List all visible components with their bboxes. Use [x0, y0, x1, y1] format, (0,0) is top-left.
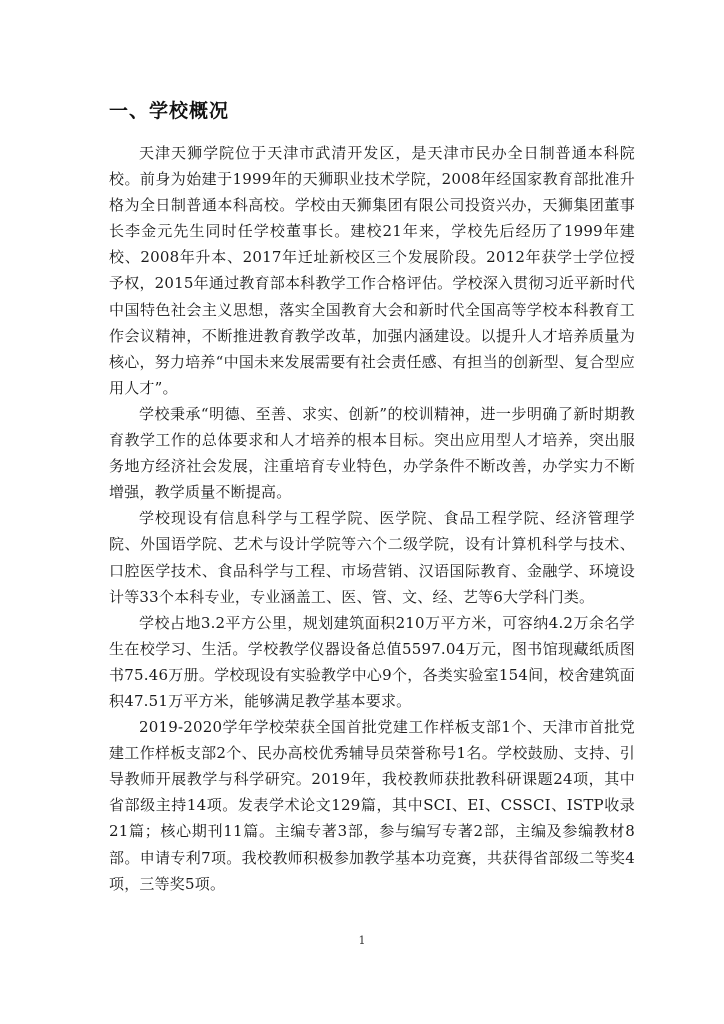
- document-body: [109, 140, 635, 897]
- section-heading: 一、学校概况: [109, 100, 230, 122]
- page-number: 1: [358, 934, 366, 947]
- paragraph-overview: 天津天狮学院位于天津市武清开发区，是天津市民办全日制普通本科院校。前身为始建于1999年的天狮职业技术学院，2008年经国家教育部批准升格为全日制普通本科高校。学校由天狮集团有限公司投资兴办，天狮集团董事长李金元先生同时任学校董事长。建校21年来，学校先后经历了1999年建校、2008年升本、2017年迁址新校区三个发展阶段。2012年获学士学位授予权，2015年通过教育部本科教学工作合格评估。学校深入贯彻习近平新时代中国特色社会主义思想，落实全国教育大会和新时代全国高等学校本科教育工作会议精神，不断推进教育教学改革，加强内涵建设。以提升人才培养质量为核心，努力培养“中国未来发展需要有社会责任感、有担当的创新型、复合型应用人才”。: [109, 144, 635, 397]
- paragraph-motto: 学校秉承“明德、至善、求实、创新”的校训精神，进一步明确了新时期教育教学工作的总体要求和人才培养的根本目标。突出应用型人才培养，突出服务地方经济社会发展，注重培育专业特色，办学条件不断改善，办学实力不断增强，教学质量不断提高。: [109, 404, 635, 502]
- paragraph-colleges: 学校现设有信息科学与工程学院、医学院、食品工程学院、经济管理学院、外国语学院、艺术与设计学院等六个二级学院，设有计算机科学与技术、口腔医学技术、食品科学与工程、市场营销、汉语国际教育、金融学、环境设计等33个本科专业，专业涵盖工、医、管、文、经、艺等6大学科门类。: [109, 509, 635, 606]
- paragraph-achievements: 2019-2020学年学校荣获全国首批党建工作样板支部1个、天津市首批党建工作样板支部2个、民办高校优秀辅导员荣誉称号1名。学校鼓励、支持、引导教师开展教学与科学研究。2019年，我校教师获批教科研课题24项，其中省部级主持14项。发表学术论文129篇，其中SCI、EI、CSSCI、ISTP收录21篇；核心期刊11篇。主编专著3部，参与编写专著2部，主编及参编教材8部。申请专利7项。我校教师积极参加教学基本功竞赛，共获得省部级二等奖4项，三等奖5项。: [109, 718, 635, 893]
- paragraph-facilities: 学校占地3.2平方公里，规划建筑面积210万平方米，可容纳4.2万余名学生在校学习、生活。学校教学仪器设备总值5597.04万元，图书馆现藏纸质图书75.46万册。学校现设有实验教学中心9个，各类实验室154间，校舍建筑面积47.51万平方米，能够满足教学基本要求。: [109, 613, 635, 710]
